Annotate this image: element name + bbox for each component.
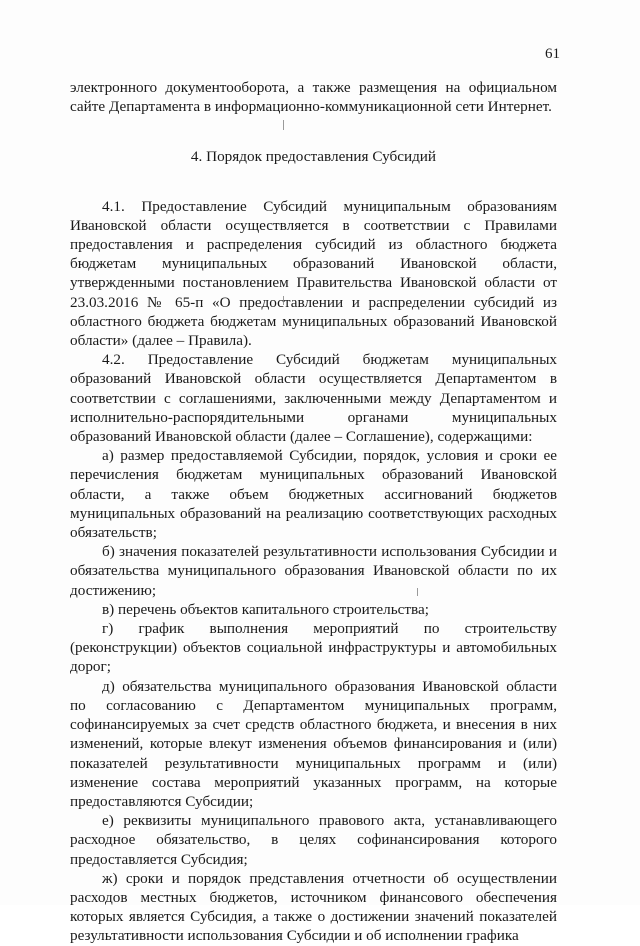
list-item-b: б) значения показателей результативности использования Субсидии и обязательства муниципального образования Ивановской области по их достижению; — [70, 543, 557, 599]
page-number: 61 — [545, 46, 560, 62]
paragraph-4-1: 4.1. Предоставление Субсидий муниципальным образованиям Ивановской области осуществляется в соответствии с Правилами предоставления и распределения субсидий из областного бюджета бюджетам муниципальных образований Ивановской области, утвержденными постановлением Правительства Ивановской области от 23.03.2016 № 65-п «О предоставлении и распределении субсидий из областного бюджета бюджетам муниципальных образований Ивановской области» (далее – Правила). — [70, 197, 557, 350]
list-item-d: д) обязательства муниципального образования Ивановской области по согласованию с Департаментом муниципальных программ, софинансируемых за счет средств областного бюджета, и внесения в них изменений, которые влекут изменения объемов финансирования и (или) показателей результативности муниципальных программ и (или) изменение состава мероприятий указанных программ, на которые предоставляются Субсидии; — [70, 677, 557, 810]
list-item-zh: ж) сроки и порядок представления отчетности об осуществлении расходов местных бюджетов, источником финансового обеспечения которых является Субсидия, а также о достижении значений показателей результативности использования Субсидии и об исполнении графика — [70, 869, 557, 945]
section-heading: 4. Порядок предоставления Субсидий — [190, 148, 437, 166]
paragraph-4-2: 4.2. Предоставление Субсидий бюджетам муниципальных образований Ивановской области осуществляется Департаментом в соответствии с соглашениями, заключенными между Департаментом и исполнительно-распорядительными органами муниципальных образований Ивановской области (далее – Соглашение), содержащими: — [70, 351, 557, 446]
paragraph-continuation: электронного документооборота, а также размещения на официальном сайте Департамента в информационно-коммуникационной сети Интернет. — [70, 79, 557, 116]
list-item-g: г) график выполнения мероприятий по строительству (реконструкции) объектов социальной инфраструктуры и автомобильных дорог; — [70, 620, 557, 676]
list-item-e: е) реквизиты муниципального правового акта, устанавливающего расходное обязательство, в целях софинансирования которого предоставляется Субсидия; — [70, 812, 557, 868]
list-item-a: а) размер предоставляемой Субсидии, порядок, условия и сроки ее перечисления бюджетам муниципальных образований Ивановской области, а также объем бюджетных ассигнований бюджетов муниципальных образований на реализацию соответствующих расходных обязательств; — [70, 447, 557, 542]
document-body — [70, 78, 557, 946]
list-item-v: в) перечень объектов капитального строительства; — [102, 600, 429, 618]
